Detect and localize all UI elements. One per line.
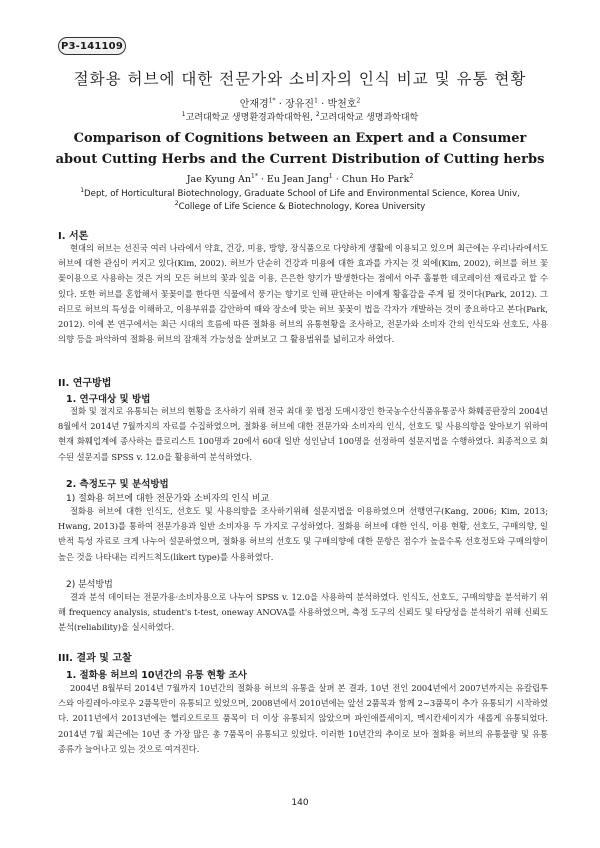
author-1-sup: 1* <box>268 97 276 105</box>
author-2-en-sup: 1 <box>328 172 333 180</box>
subsection-tools-heading: 2. 측정도구 및 분석방법 <box>66 479 169 490</box>
affil-2-sup: 2 <box>315 111 320 118</box>
subsection-subjects-paragraph: 절화 및 절지로 유통되는 허브의 현황을 조사하기 위해 전국 최대 꽃 법정 도매시장인 한국농수산식품유통공사 화훼공판장의 2004년 8월에서 2014년 7월까지의 자료를 수집하였으며, 절화용 허브에 대한 전문가와 소비자의 인식, 선호도 및 사용의향을 알아보기 위하여 현재 화훼업계에 종사하는 플로리스트 100명과 20에서 60대 일반 성인남녀 100명을 선정하여 설문지법을 수행하였다. 최종적으로 회수된 설문지를 SPSS v. 12.0을 활용하여 분석하였다. <box>58 406 548 462</box>
author-3-sup: 2 <box>356 97 361 105</box>
author-2-en: · Eu Jean Jang <box>257 174 329 185</box>
affil-1-text: 고려대학교 생명환경과학대학원, <box>185 113 316 123</box>
title-english: Comparison of Cognitions between an Expert and a Consumer about Cutting Herbs and the Current Distribution of Cutting herbs <box>55 131 545 167</box>
affil-en-2-sup: 2 <box>174 200 179 208</box>
subsection-distribution-paragraph: 2004년 8월부터 2014년 7월까지 10년간의 절화용 허브의 유통을 살펴 본 결과, 10년 전인 2004년에서 2007년까지는 유칼립투스와 아킬레아-야로우 2품목만이 유통되고 있었으며, 2008년에서 2010년에는 앞선 2품목과 함께 2~3품목이 추가 유통되기 시작하였다. 2011년에서 2013년에는 헬리오트로프 품목이 더 이상 유통되지 않았으며 파인애플세이지, 멕시칸세이지가 새롭게 유통되었다. 2014년 7월 최근에는 10년 중 가장 많은 총 7품목이 유통되고 있었다. 이러한 10년간의 추이로 보아 절화용 허브의 유통물량 및 유통종류가 늘어나고 있는 것으로 여겨진다. <box>58 683 548 754</box>
affil-1-sup: 1 <box>181 111 186 118</box>
author-1-en: Jae Kyung An <box>186 174 252 185</box>
subsection-subjects-heading: 1. 연구대상 및 방법 <box>66 394 151 405</box>
subsubsection-analysis-heading: 2) 분석방법 <box>66 580 113 590</box>
author-3-en-sup: 2 <box>409 172 414 180</box>
subsubsection-perception-heading: 1) 절화용 허브에 대한 전문가와 소비자의 인식 비교 <box>66 494 270 504</box>
authors-english <box>0 174 600 185</box>
subsection-distribution-heading: 1. 절화용 허브의 10년간의 유통 현황 조사 <box>66 670 247 681</box>
affil-en-1-sup: 1 <box>80 187 85 195</box>
affiliation-english <box>0 188 600 214</box>
author-3-en: · Chun Ho Park <box>332 174 410 185</box>
affil-en-2-text: College of Life Science & Biotechnology, Korea University <box>178 202 426 212</box>
section-introduction-paragraph: 현대의 허브는 선진국 여러 나라에서 약효, 건강, 미용, 방향, 장식품으로 다양하게 생활에 이용되고 있으며 최근에는 우리나라에서도 허브에 대한 관심이 커지고 있다(Kim, 2002). 허브가 단순히 건강과 미용에 대한 효과를 가지는 것 외에(Kim, 2002), 허브를 허브 꽃꽂이용으로 사용하는 것은 거의 모든 허브의 꽃과 잎을 이용, 은은한 향기가 발생한다는 점에서 아주 훌륭한 데코레이션 재료라고 할 수 있다. 또한 허브를 혼합해서 꽃꽂이를 한다면 식물에서 풍기는 향기로 인해 판단하는 이에게 황홀감을 주게 될 것이다(Park, 2012). 그러므로 허브의 특성을 이해하고, 이용부위를 감안하여 때와 장소에 맞는 허브 꽃꽂이 법을 각자가 개발하는 것이 중요하다고 본다(Park, 2012). 이에 본 연구에서는 최근 시대의 흐름에 따른 절화용 허브의 유통현황을 조사하고, 전문가와 소비자 간의 인식도와 선호도, 사용의향 등을 파악하여 절화용 허브의 잠재적 가능성을 살펴보고 그 활용범위를 넓히고자 하였다. <box>58 243 548 345</box>
section-introduction-heading: I. 서론 <box>58 231 89 242</box>
section-results-heading: III. 결과 및 고찰 <box>58 653 132 664</box>
affil-2-text: 고려대학교 생명과학대학 <box>319 113 419 123</box>
section-methods-heading: II. 연구방법 <box>58 378 112 389</box>
paper-code-badge: P3-141109 <box>58 37 126 55</box>
author-1: 안재경 <box>239 99 269 110</box>
title-korean: 절화용 허브에 대한 전문가와 소비자의 인식 비교 및 유통 현황 <box>73 70 527 88</box>
page-number: 140 <box>291 798 309 808</box>
affiliation-korean <box>0 110 600 123</box>
author-3: · 박천호 <box>317 99 357 110</box>
author-2: · 장유진 <box>275 99 315 110</box>
authors-korean <box>0 95 600 110</box>
affil-en-1-text: Dept, of Horticultural Biotechnology, Graduate School of Life and Environmental Science, Korea Univ, <box>84 189 520 199</box>
subsubsection-perception-paragraph: 절화용 허브에 대한 인식도, 선호도 및 사용의향을 조사하기위해 설문지법을 이용하였으며 선행연구(Kang, 2006; Kim, 2013; Hwang, 2013)를 통하여 전문가용과 일반 소비자용 두 가지로 구성하였다. 절화용 허브에 대한 인식, 이용 현황, 선호도, 구매의향, 일반적 특성 자료로 크게 나누어 설문하였으며, 절화용 허브의 선호도 및 구매의향에 대한 문항은 점수가 높을수록 선호정도와 구매의향이 높은 것을 나타내는 리커드척도(likert type)를 사용하였다. <box>58 506 548 562</box>
author-2-sup: 1 <box>314 97 318 105</box>
author-1-en-sup: 1* <box>251 172 258 180</box>
subsubsection-analysis-paragraph: 결과 분석 데이터는 전문가용·소비자용으로 나누어 SPSS v. 12.0을 사용하여 분석하였다. 인식도, 선호도, 구매의향을 분석하기 위해 frequency analysis, student's t-test, oneway ANOVA를 사용하였으며, 측정 도구의 신뢰도 및 타당성을 분석하기 위해 신뢰도 분석(reliability)을 실시하였다. <box>58 592 548 633</box>
